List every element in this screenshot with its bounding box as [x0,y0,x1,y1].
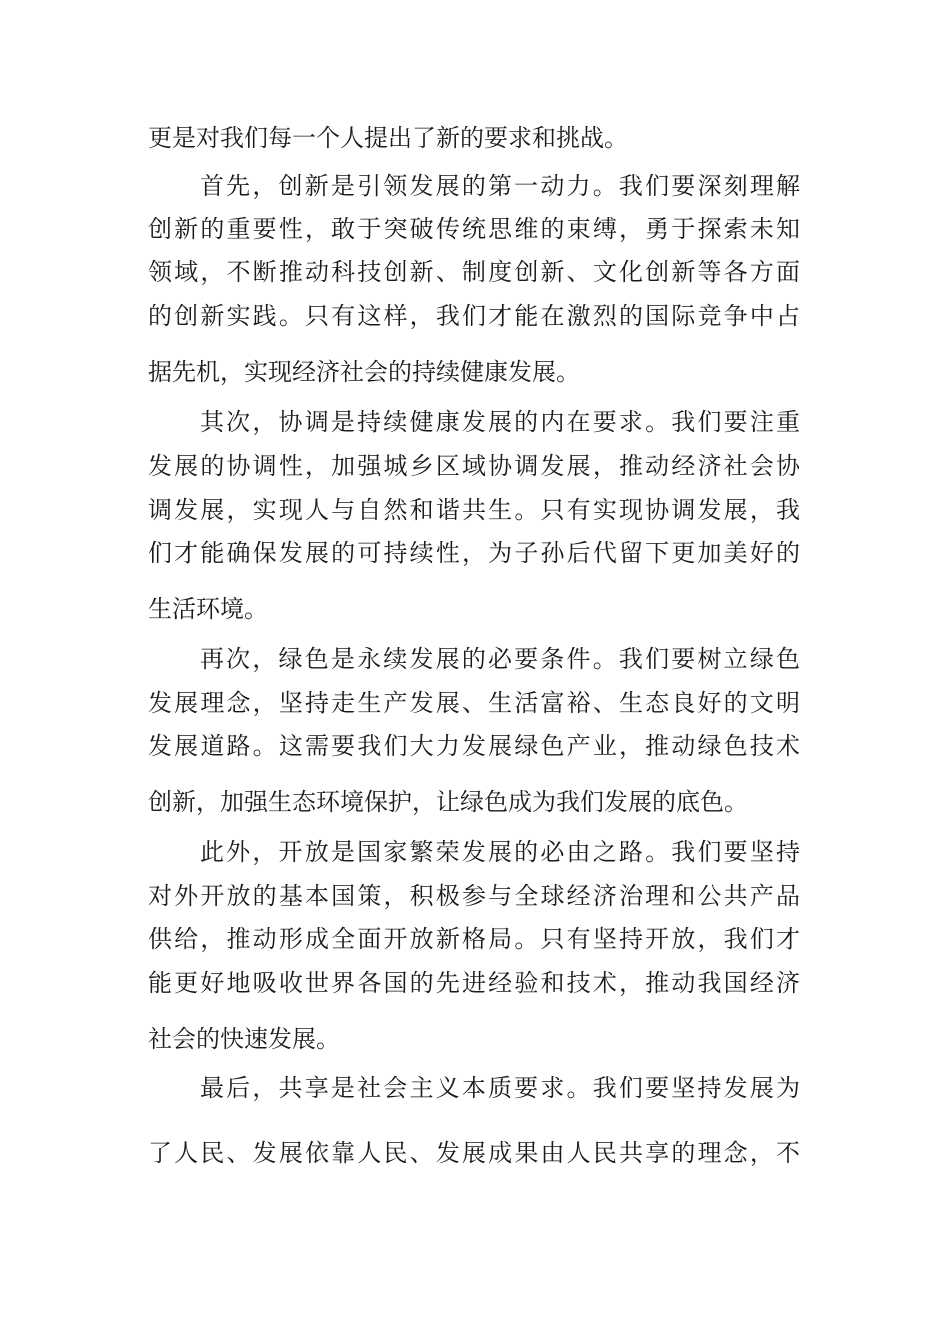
paragraph-last-line: 生活环境。 [148,595,268,623]
paragraph-last-line: 创新，加强生态环境保护，让绿色成为我们发展的底色。 [148,788,748,816]
text-line: 了人民、发展依靠人民、发展成果由人民共享的理念，不 [148,1139,800,1167]
text-line: 们才能确保发展的可持续性，为子孙后代留下更加美好的 [148,539,800,567]
paragraph-last-line: 社会的快速发展。 [148,1025,340,1053]
text-line-1: 更是对我们每一个人提出了新的要求和挑战。 [148,124,628,152]
text-line: 调发展，实现人与自然和谐共生。只有实现协调发展，我 [148,496,800,524]
paragraph-last-line: 据先机，实现经济社会的持续健康发展。 [148,358,580,386]
text-line: 对外开放的基本国策，积极参与全球经济治理和公共产品 [148,882,800,910]
paragraph-first-line-green: 再次，绿色是永续发展的必要条件。我们要树立绿色 [200,645,800,673]
text-line: 供给，推动形成全面开放新格局。只有坚持开放，我们才 [148,925,800,953]
text-line: 发展道路。这需要我们大力发展绿色产业，推动绿色技术 [148,732,800,760]
text-line: 领域，不断推动科技创新、制度创新、文化创新等各方面 [148,258,800,286]
text-line: 发展的协调性，加强城乡区域协调发展，推动经济社会协 [148,452,800,480]
paragraph-first-line-coordination: 其次，协调是持续健康发展的内在要求。我们要注重 [200,408,800,436]
paragraph-first-line-openness: 此外，开放是国家繁荣发展的必由之路。我们要坚持 [200,838,800,866]
paragraph-first-line-innovation: 首先，创新是引领发展的第一动力。我们要深刻理解 [200,172,800,200]
text-line: 创新的重要性，敢于突破传统思维的束缚，勇于探索未知 [148,215,800,243]
text-line: 能更好地吸收世界各国的先进经验和技术，推动我国经济 [148,969,800,997]
paragraph-first-line-sharing: 最后，共享是社会主义本质要求。我们要坚持发展为 [200,1074,800,1102]
text-line: 发展理念，坚持走生产发展、生活富裕、生态良好的文明 [148,689,800,717]
text-line: 的创新实践。只有这样，我们才能在激烈的国际竞争中占 [148,302,800,330]
